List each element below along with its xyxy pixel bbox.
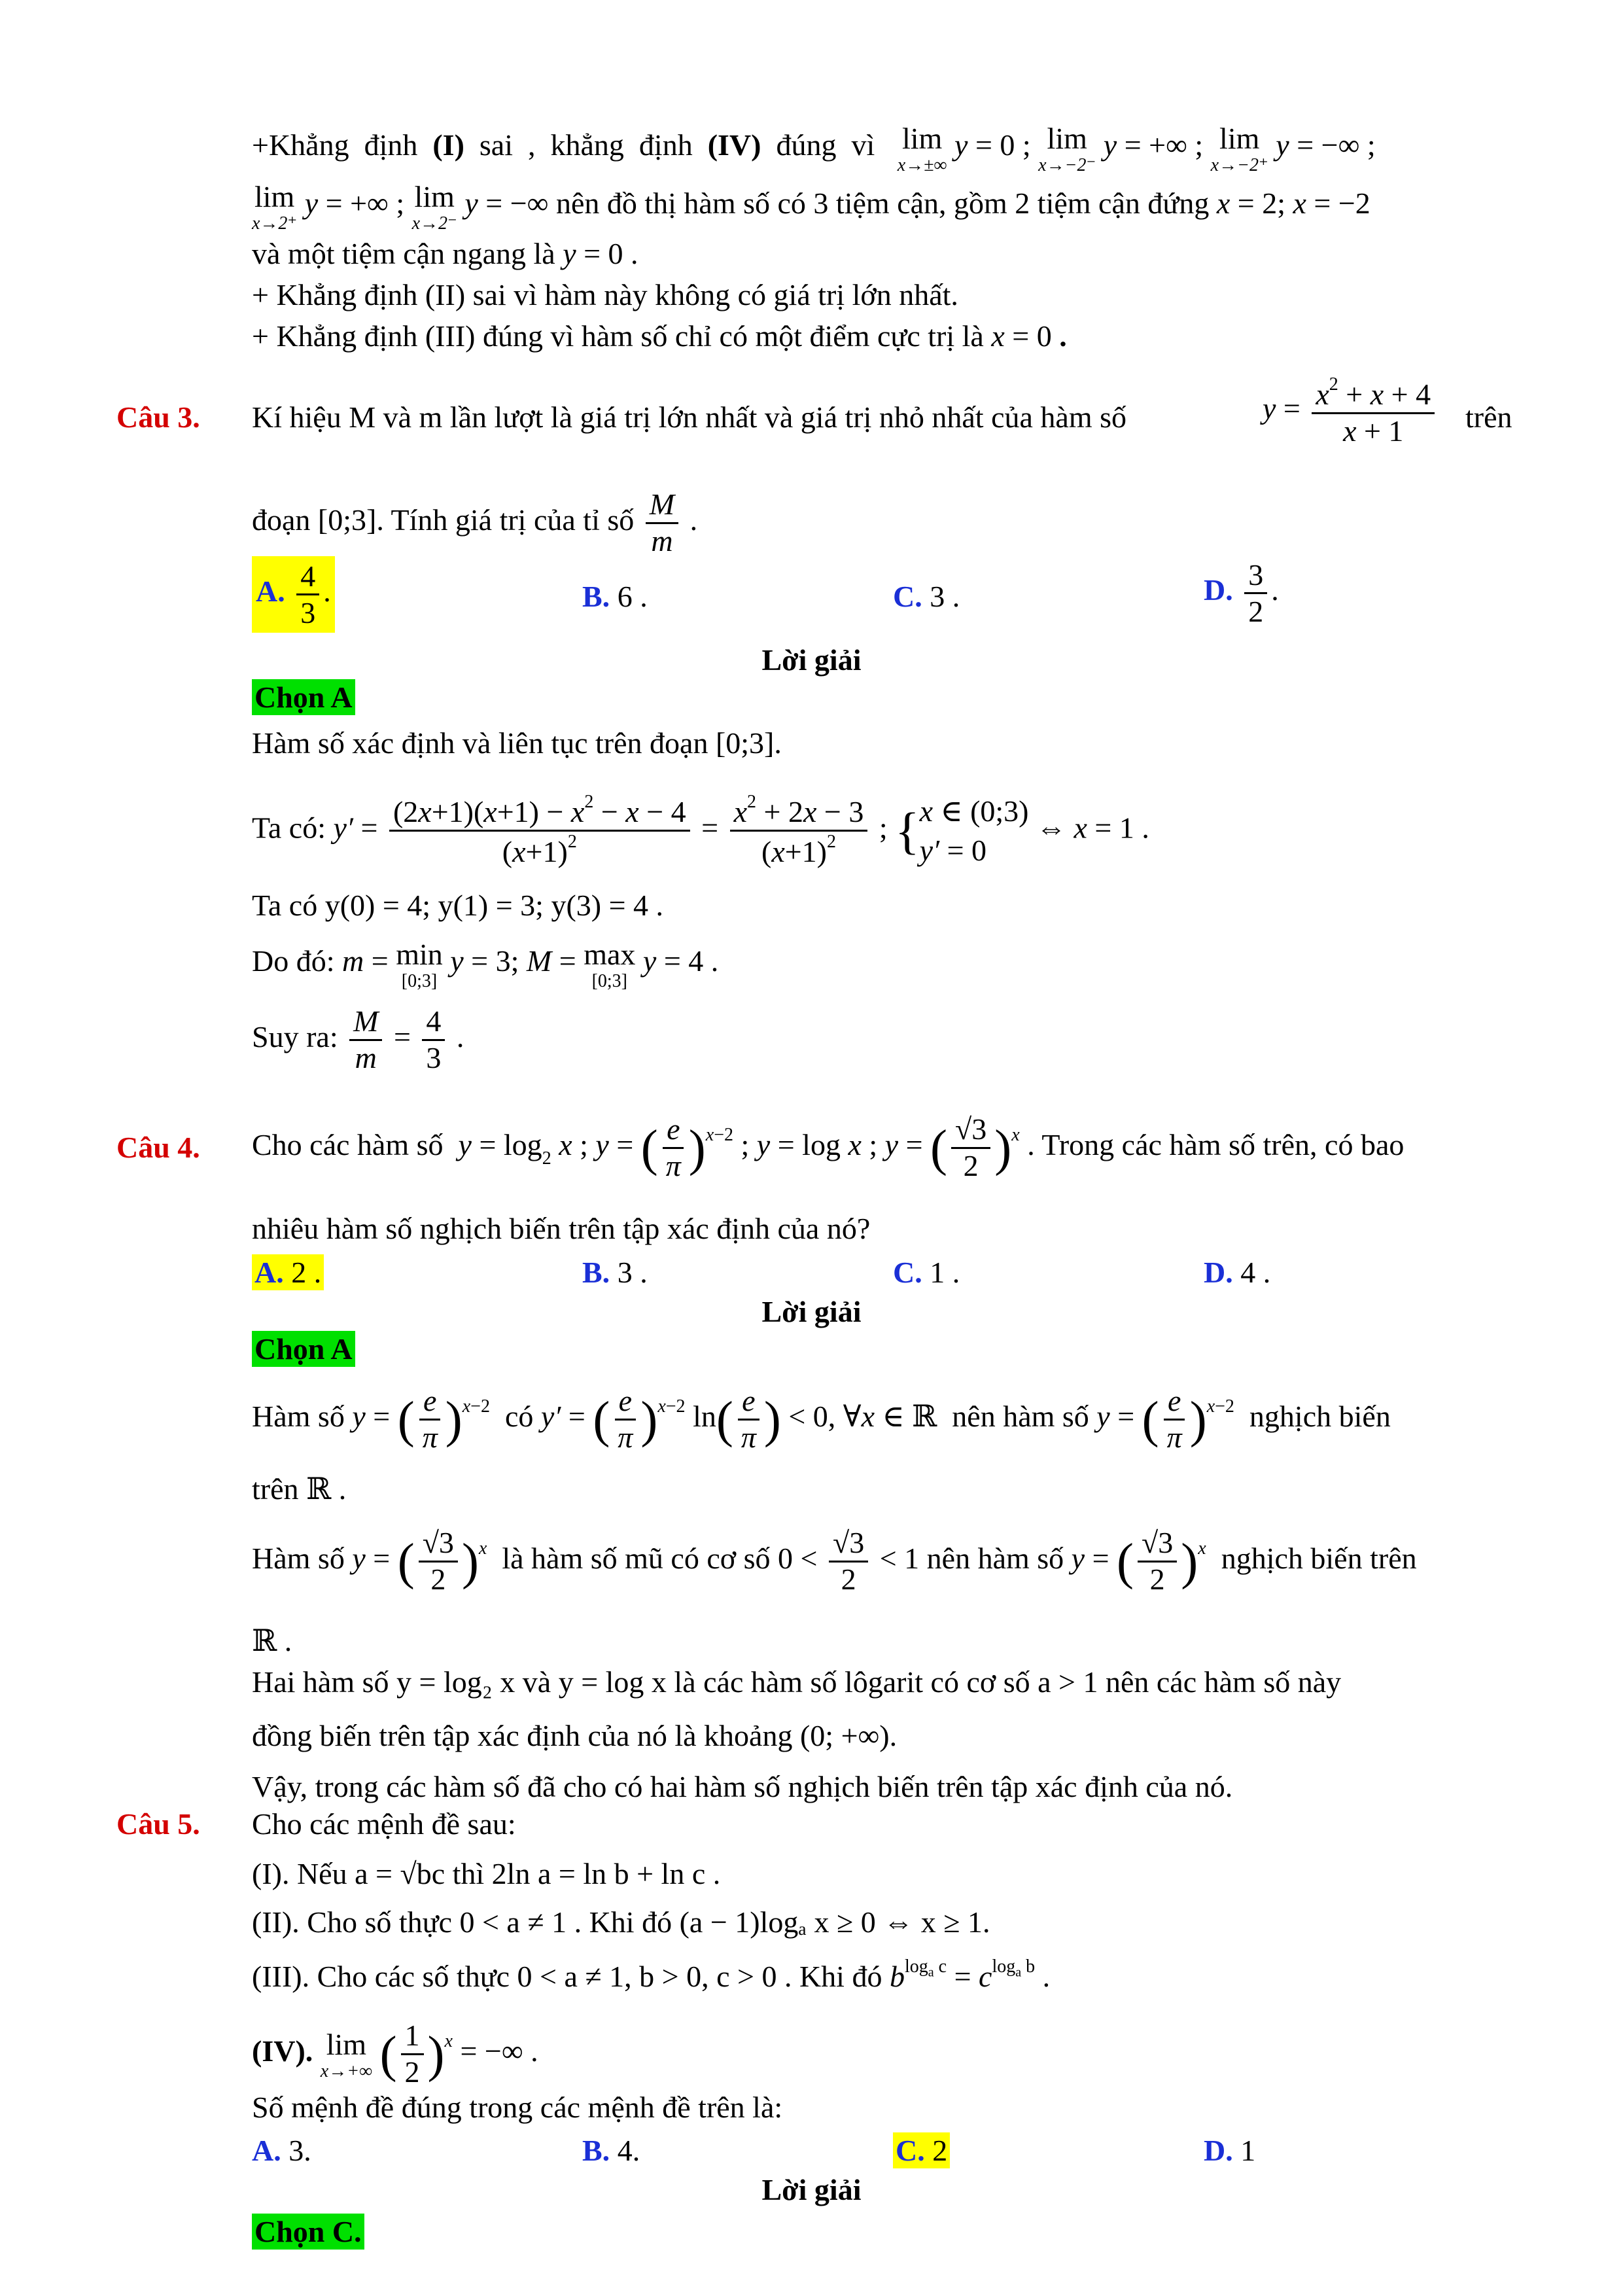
q4-label: Câu 4. bbox=[116, 1131, 200, 1164]
intro-line-2-text: nên đồ thị hàm số có 3 tiệm cận, gồm 2 tiệm cận đứng bbox=[555, 186, 1210, 221]
q4-solution-3: Hai hàm số y = log₂ x và y = log x là các hàm số lôgarit có cơ số a > 1 nên các hàm số này bbox=[252, 1665, 1342, 1699]
q4-option-c[interactable]: C. 1 . bbox=[893, 1256, 960, 1289]
q3-function: y = $\frac{x^2 + x + 4}{x + 1}$ bbox=[1263, 374, 1439, 449]
q3-text-1-end: trên bbox=[1465, 400, 1512, 434]
q3-option-d[interactable]: D. $\frac{3}{2}$ . bbox=[1204, 558, 1279, 628]
q5-label: Câu 5. bbox=[116, 1807, 200, 1841]
q5-prop-1: (I). Nếu a = √bc thì 2ln a = ln b + ln c . bbox=[252, 1857, 721, 1890]
q5-text-1: Cho các mệnh đề sau: bbox=[252, 1807, 516, 1841]
q5-chosen: Chọn C. bbox=[252, 2215, 364, 2250]
q4-text-1: Cho các hàm số $y = \log_2 x$ ; y = ( $\frac{e}{\pi}$ )$^{x-2}$ ; y = log x ; y = ( $\frac{√3}{2}$ )$^x$ . Trong các hàm số trên, có bao bbox=[252, 1112, 1405, 1182]
q5-option-d[interactable]: D. 1 bbox=[1204, 2134, 1256, 2167]
q4-solution-5: Vậy, trong các hàm số đã cho có hai hàm số nghịch biến trên tập xác định của nó. bbox=[252, 1770, 1233, 1803]
intro-line-3: và một tiệm cận ngang là y = 0 . bbox=[252, 237, 638, 270]
intro-line-1: +Khẳng định (I) sai , khẳng định (IV) đúng vì lim x→±∞ y = 0 ; lim x→−2⁻ y = +∞ ; lim x→−2⁺ y = −∞ ; bbox=[252, 122, 1376, 175]
intro-line-4: + Khẳng định (II) sai vì hàm này không có giá trị lớn nhất. bbox=[252, 278, 958, 311]
q5-option-a[interactable]: A. 3. bbox=[252, 2134, 311, 2167]
q4-option-a[interactable]: A. 2 . bbox=[252, 1255, 324, 1290]
q5-prop-3: (III). Cho các số thực 0 < a ≠ 1, b > 0, c > 0 . Khi đó $b^{log_a c} = c^{log_a b}$ . bbox=[252, 1956, 1051, 1993]
q4-option-b[interactable]: B. 3 . bbox=[582, 1256, 648, 1289]
q3-text-2: đoạn [0;3]. Tính giá trị của tỉ số $\frac{M}{m}$ . bbox=[252, 487, 698, 557]
q4-option-d[interactable]: D. 4 . bbox=[1204, 1256, 1271, 1289]
q4-solution-title: Lời giải bbox=[761, 1295, 862, 1328]
q3-option-c[interactable]: C. 3 . bbox=[893, 580, 960, 613]
intro-line-2: lim x→2⁺ y = +∞ ; lim x→2⁻ y = −∞ nên đồ thị hàm số có 3 tiệm cận, gồm 2 tiệm cận đứng x = 2; x = −2 bbox=[252, 180, 1370, 234]
q5-option-b[interactable]: B. 4. bbox=[582, 2134, 640, 2167]
q5-prop-4: (IV). lim x→+∞ ( $\frac{1}{2}$ )$^x$ = −∞ . bbox=[252, 2019, 538, 2089]
q4-solution-4: đồng biến trên tập xác định của nó là khoảng (0; +∞). bbox=[252, 1719, 898, 1752]
q4-solution-1: Hàm số y = ( $\frac{e}{\pi}$ )$^{x-2}$ có y′ = ( $\frac{e}{\pi}$ )$^{x-2}$ ln( $\frac{e}{\pi}$ ) < 0, ∀x ∈ ℝ nên hàm số y = ( $\frac{e}{\pi}$ )$^{x-2}$ nghịch biến bbox=[252, 1384, 1391, 1454]
q3-label: Câu 3. bbox=[116, 400, 200, 434]
q3-solution-5: Suy ra: $\frac{M}{m}$ = $\frac{4}{3}$ . bbox=[252, 1004, 464, 1074]
q3-text-1: Kí hiệu M và m lần lượt là giá trị lớn nhất và giá trị nhỏ nhất của hàm số bbox=[252, 400, 1127, 434]
q4-chosen: Chọn A bbox=[252, 1332, 355, 1367]
q3-solution-title: Lời giải bbox=[761, 643, 862, 677]
intro-line-5: + Khẳng định (III) đúng vì hàm số chỉ có một điểm cực trị là x = 0 . bbox=[252, 319, 1067, 353]
q4-text-2: nhiêu hàm số nghịch biến trên tập xác định của nó? bbox=[252, 1212, 871, 1245]
q3-option-b[interactable]: B. 6 . bbox=[582, 580, 648, 613]
q3-option-a[interactable]: A. $\frac{4}{3}$ . bbox=[252, 556, 335, 633]
q5-prop-2: (II). Cho số thực 0 < a ≠ 1 . Khi đó (a − 1)logₐ x ≥ 0 ⇔ x ≥ 1. bbox=[252, 1905, 990, 1939]
q3-solution-3: Ta có y(0) = 4; y(1) = 3; y(3) = 4 . bbox=[252, 889, 664, 922]
q4-solution-2-cont: ℝ . bbox=[252, 1624, 292, 1657]
q4-solution-2: Hàm số y = ( $\frac{√3}{2}$ )$^x$ là hàm số mũ có cơ số 0 < $\frac{√3}{2}$ < 1 nên hàm số y = ( $\frac{√3}{2}$ )$^x$ nghịch biến trên bbox=[252, 1526, 1417, 1596]
q4-solution-1-cont: trên ℝ . bbox=[252, 1472, 347, 1506]
q5-option-c[interactable]: C. 2 bbox=[893, 2133, 950, 2168]
q5-solution-title: Lời giải bbox=[761, 2173, 862, 2206]
q3-solution-1: Hàm số xác định và liên tục trên đoạn [0;3]. bbox=[252, 726, 782, 760]
q5-question: Số mệnh đề đúng trong các mệnh đề trên là: bbox=[252, 2091, 783, 2124]
q3-chosen: Chọn A bbox=[252, 680, 355, 715]
q3-solution-4: Do đó: m = min [0;3] y = 3; M = max [0;3] y = 4 . bbox=[252, 938, 719, 991]
q3-solution-2: Ta có: y′ = $\frac{(2x+1)(x+1) - x^2 - x - 4}{(x+1)^2}$ = $\frac{x^2 + 2x - 3}{(x+1)^2}$ ; { x ∈ (0;3) y′ = 0 ⇔ x = 1 . bbox=[252, 792, 1149, 869]
